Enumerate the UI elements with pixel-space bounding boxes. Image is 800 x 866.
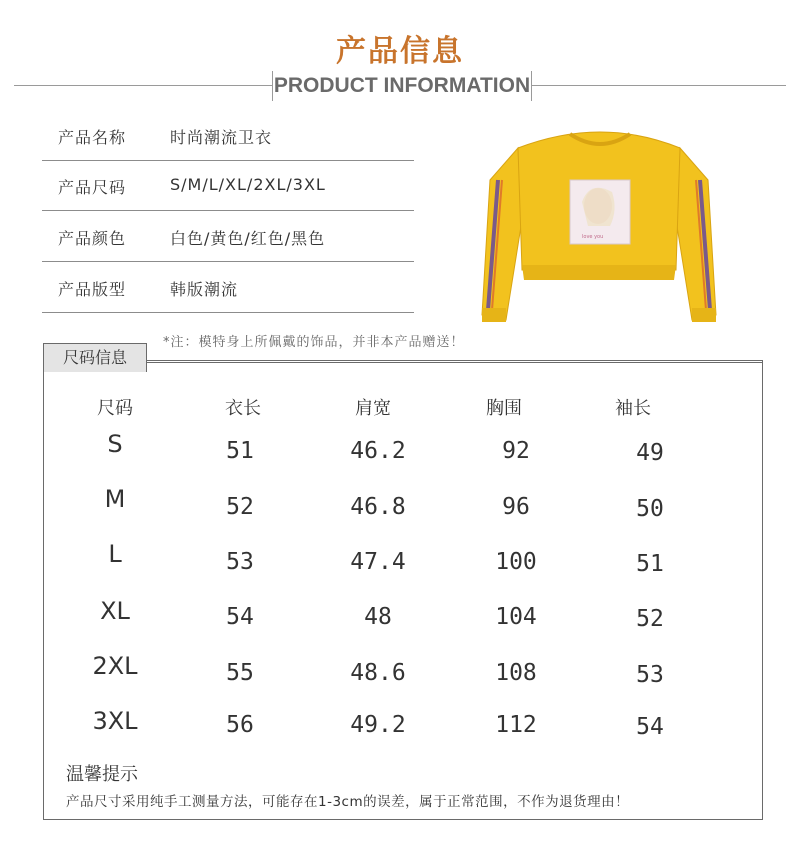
cell-shoulder: 47.4 xyxy=(350,549,406,575)
spec-value: 时尚潮流卫衣 xyxy=(170,128,273,147)
cell-chest: 112 xyxy=(495,712,537,738)
cell-length: 53 xyxy=(226,549,254,575)
size-table-box xyxy=(43,360,763,820)
cell-length: 55 xyxy=(226,660,254,686)
cell-size: S xyxy=(107,430,123,458)
cell-size: M xyxy=(104,485,126,513)
cell-shoulder: 46.2 xyxy=(350,438,406,464)
spec-value: 白色/黄色/红色/黑色 xyxy=(170,229,326,248)
spec-label: 产品尺码 xyxy=(58,178,127,197)
cell-sleeve: 52 xyxy=(636,606,664,632)
cell-size: L xyxy=(108,540,122,568)
cell-size: XL xyxy=(100,597,130,625)
accessory-note: *注：模特身上所佩戴的饰品，并非本产品赠送！ xyxy=(163,335,465,350)
cell-sleeve: 49 xyxy=(636,440,664,466)
cell-length: 56 xyxy=(226,712,254,738)
cell-sleeve: 53 xyxy=(636,662,664,688)
cell-sleeve: 51 xyxy=(636,551,664,577)
cell-shoulder: 49.2 xyxy=(350,712,406,738)
cell-size: 2XL xyxy=(92,652,138,680)
header-length: 衣长 xyxy=(225,398,261,419)
header-shoulder: 肩宽 xyxy=(355,398,391,419)
print-text: love you xyxy=(582,234,604,240)
cell-sleeve: 54 xyxy=(636,714,664,740)
spec-row-name xyxy=(42,110,414,161)
cell-length: 52 xyxy=(226,494,254,520)
cell-size: 3XL xyxy=(92,707,138,735)
header-sleeve: 袖长 xyxy=(615,398,651,419)
size-table-tab: 尺码信息 xyxy=(43,343,147,372)
spec-row-fit xyxy=(42,262,414,313)
size-tab-rule xyxy=(145,362,762,363)
cell-length: 51 xyxy=(226,438,254,464)
cell-shoulder: 48 xyxy=(364,604,392,630)
cell-length: 54 xyxy=(226,604,254,630)
header-chest: 胸围 xyxy=(486,398,522,419)
product-image xyxy=(470,110,730,330)
tips-text: 产品尺寸采用纯手工测量方法，可能存在1-3cm的误差，属于正常范围，不作为退货理由！ xyxy=(66,794,630,810)
cell-chest: 108 xyxy=(495,660,537,686)
cell-shoulder: 48.6 xyxy=(350,660,406,686)
page-title: 产品信息 xyxy=(336,34,464,69)
header-size: 尺码 xyxy=(97,398,133,419)
spec-row-size xyxy=(42,160,414,211)
spec-row-color xyxy=(42,211,414,262)
cell-chest: 104 xyxy=(495,604,537,630)
spec-label: 产品名称 xyxy=(58,128,127,147)
spec-value: 韩版潮流 xyxy=(170,280,239,299)
spec-label: 产品版型 xyxy=(58,280,127,299)
tips-title: 温馨提示 xyxy=(66,764,138,785)
spec-value: S/M/L/XL/2XL/3XL xyxy=(170,175,326,194)
cell-shoulder: 46.8 xyxy=(350,494,406,520)
cell-chest: 96 xyxy=(502,494,530,520)
cell-sleeve: 50 xyxy=(636,496,664,522)
cell-chest: 92 xyxy=(502,438,530,464)
page-subtitle: PRODUCT INFORMATION xyxy=(272,71,532,101)
spec-label: 产品颜色 xyxy=(58,229,127,248)
cell-chest: 100 xyxy=(495,549,537,575)
